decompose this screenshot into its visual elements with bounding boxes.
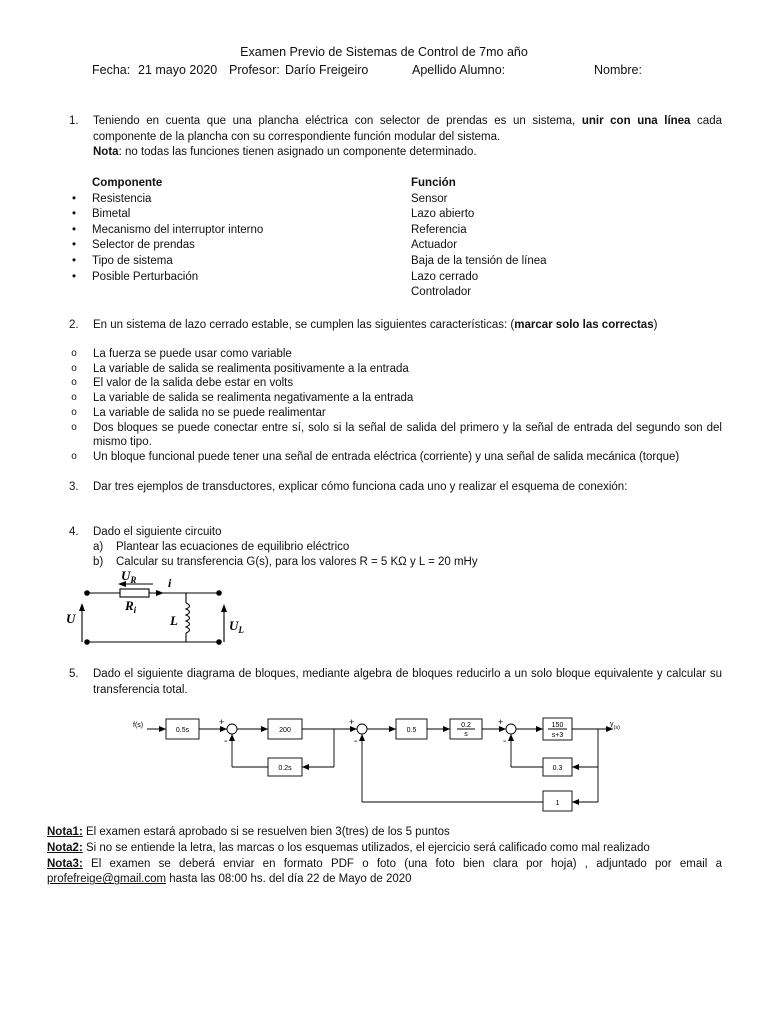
label-u: U <box>66 611 76 626</box>
block-label: 0.5s <box>175 727 190 734</box>
arrowhead-icon <box>156 590 164 596</box>
minus-sign: - <box>224 736 228 747</box>
q2-text-b: ) <box>653 319 658 331</box>
plus-sign: + <box>498 717 504 727</box>
block-label: 0.2s <box>278 765 292 772</box>
block-label: 0.3 <box>552 765 563 772</box>
email-link[interactable]: profefreige@gmail.com <box>47 873 167 886</box>
circle-icon: o <box>71 348 77 359</box>
terminal <box>216 639 222 645</box>
q1-nota-label: Nota <box>93 146 119 158</box>
summing-junction-3 <box>506 724 516 734</box>
circle-icon: o <box>71 450 77 462</box>
block-label: 0.2 <box>461 722 471 729</box>
resistor <box>120 589 149 597</box>
function-item: Controlador <box>411 286 472 299</box>
q2-number: 2. <box>69 319 79 331</box>
q2-text-bold: marcar solo las correctas <box>514 319 654 331</box>
minus-sign: - <box>354 736 358 747</box>
input-label: f(s) <box>133 722 144 729</box>
components-column <box>92 176 263 285</box>
terminal <box>84 590 90 596</box>
q1-statement <box>93 114 722 161</box>
q2-statement <box>93 318 722 334</box>
component-item: Resistencia <box>92 192 152 205</box>
note-2: Nota2: Si no se entiende la letra, las marcas o los esquemas utilizados, el ejercicio será calificado como mal realizado <box>47 841 650 854</box>
block-label: s+3 <box>551 732 564 739</box>
component-item: Posible Perturbación <box>92 270 199 283</box>
q4-number: 4. <box>69 526 79 538</box>
label-i: i <box>168 576 172 590</box>
component-item: Tipo de sistema <box>92 254 173 267</box>
option-item[interactable]: o La variable de salida se realimenta positivamente a la entrada <box>68 362 722 377</box>
label-r: $R_i$ <box>125 598 137 615</box>
plus-sign: + <box>349 717 355 727</box>
q5-number: 5. <box>69 668 79 680</box>
circle-icon: o <box>71 392 77 404</box>
component-item: Bimetal <box>92 208 131 221</box>
exam-title: Examen Previo de Sistemas de Control de 7mo año <box>240 45 528 59</box>
fecha-label: Fecha: <box>92 63 131 77</box>
summing-junction-1 <box>227 724 237 734</box>
q1-text-a: Teniendo en cuenta que una plancha eléctrica con selector de prendas es un sistema, <box>93 115 582 127</box>
function-item: Sensor <box>411 192 448 205</box>
plus-sign: + <box>219 717 225 727</box>
component-item: Selector de prendas <box>92 239 195 252</box>
function-item: Referencia <box>411 223 467 236</box>
function-item: Actuador <box>411 239 458 252</box>
bullet-icon: • • • • • • <box>71 192 77 283</box>
option-item[interactable]: o La variable de salida se realimenta negativamente a la entrada <box>68 391 722 406</box>
components-header: Componente <box>92 177 163 189</box>
q1-text-bold: unir con una línea <box>581 115 691 127</box>
block-label: s <box>464 731 468 738</box>
function-item: Lazo cerrado <box>411 270 479 283</box>
option-item[interactable]: o La fuerza se puede usar como variable <box>68 347 722 362</box>
circle-icon: o <box>71 362 77 374</box>
rl-circuit <box>60 566 260 658</box>
terminal <box>84 639 90 645</box>
q5-statement: Dado el siguiente diagrama de bloques, mediante algebra de bloques reducirlo a un solo bloque equivalente y calcular su transferencia total. <box>93 668 722 696</box>
note-3: Nota3: El examen se deberá enviar en formato PDF o foto (una foto bien clara por hoja) , adjuntado por email a profefreige@gmail.com hasta las 08:00 hs. del día 22 de Mayo de 2020 <box>47 857 722 886</box>
inductor <box>186 603 190 633</box>
functions-header: Función <box>411 177 456 189</box>
block-label: 150 <box>551 722 564 729</box>
q4-statement: Dado el siguiente circuito <box>93 526 222 538</box>
terminal <box>216 590 222 596</box>
functions-column <box>411 176 547 301</box>
label-ur: $U_R$ <box>121 568 137 585</box>
profesor-value: Darío Freigeiro <box>285 63 369 77</box>
label-l: L <box>170 613 178 628</box>
fecha-value: 21 mayo 2020 <box>138 63 218 77</box>
apellido-label: Apellido Alumno: <box>412 63 506 77</box>
function-item: Lazo abierto <box>411 208 475 221</box>
q1-number: 1. <box>69 115 79 127</box>
q1-nota-text: : no todas las funciones tienen asignado un componente determinado. <box>118 146 477 158</box>
option-item[interactable]: o El valor de la salida debe estar en volts <box>68 376 722 391</box>
q4-item-a: a) Plantear las ecuaciones de equilibrio eléctrico <box>93 541 350 553</box>
q4-item-b: b) Calcular su transferencia G(s), para los valores R = 5 KΩ y L = 20 mHy <box>93 556 478 568</box>
option-item[interactable]: o Un bloque funcional puede tener una señal de entrada eléctrica (corriente) y una señal de salida mecánica (torque) <box>68 450 722 465</box>
arrowhead-icon <box>79 603 85 611</box>
block-diagram <box>0 705 768 815</box>
arrowhead-icon <box>221 604 227 612</box>
circle-icon: o <box>71 406 77 418</box>
function-item: Baja de la tensión de línea <box>411 254 547 267</box>
minus-sign: - <box>503 736 507 747</box>
q3-number: 3. <box>69 481 79 493</box>
component-item: Mecanismo del interruptor interno <box>92 223 264 236</box>
label-ul: $U_L$ <box>229 618 244 635</box>
block-label: 1 <box>555 800 560 807</box>
option-item[interactable]: o La variable de salida no se puede realimentar <box>68 406 722 421</box>
q2-text-a: En un sistema de lazo cerrado estable, se cumplen las siguientes características: ( <box>93 319 515 331</box>
circle-icon: o <box>71 377 77 389</box>
circle-icon: o <box>71 421 77 433</box>
output-label: $y_{(s)}$ <box>610 721 620 731</box>
block-label: 200 <box>279 727 291 734</box>
summing-junction-2 <box>357 724 367 734</box>
option-item[interactable]: o Dos bloques se puede conectar entre sí, solo si la señal de salida del primero y la señal de entrada del segundo son del mismo tipo. <box>68 421 722 450</box>
profesor-label: Profesor: <box>229 63 280 77</box>
q3-statement: Dar tres ejemplos de transductores, explicar cómo funciona cada uno y realizar el esquema de conexión: <box>93 481 628 493</box>
note-1: Nota1: El examen estará aprobado si se resuelven bien 3(tres) de los 5 puntos <box>47 826 450 838</box>
nombre-label: Nombre: <box>594 63 642 77</box>
notes-section <box>47 825 722 888</box>
q1-text-b: cada componente de la plancha con su correspondiente función modular del sistema. <box>93 115 722 143</box>
block-label: 0.5 <box>406 727 417 734</box>
q2-options <box>68 347 722 465</box>
